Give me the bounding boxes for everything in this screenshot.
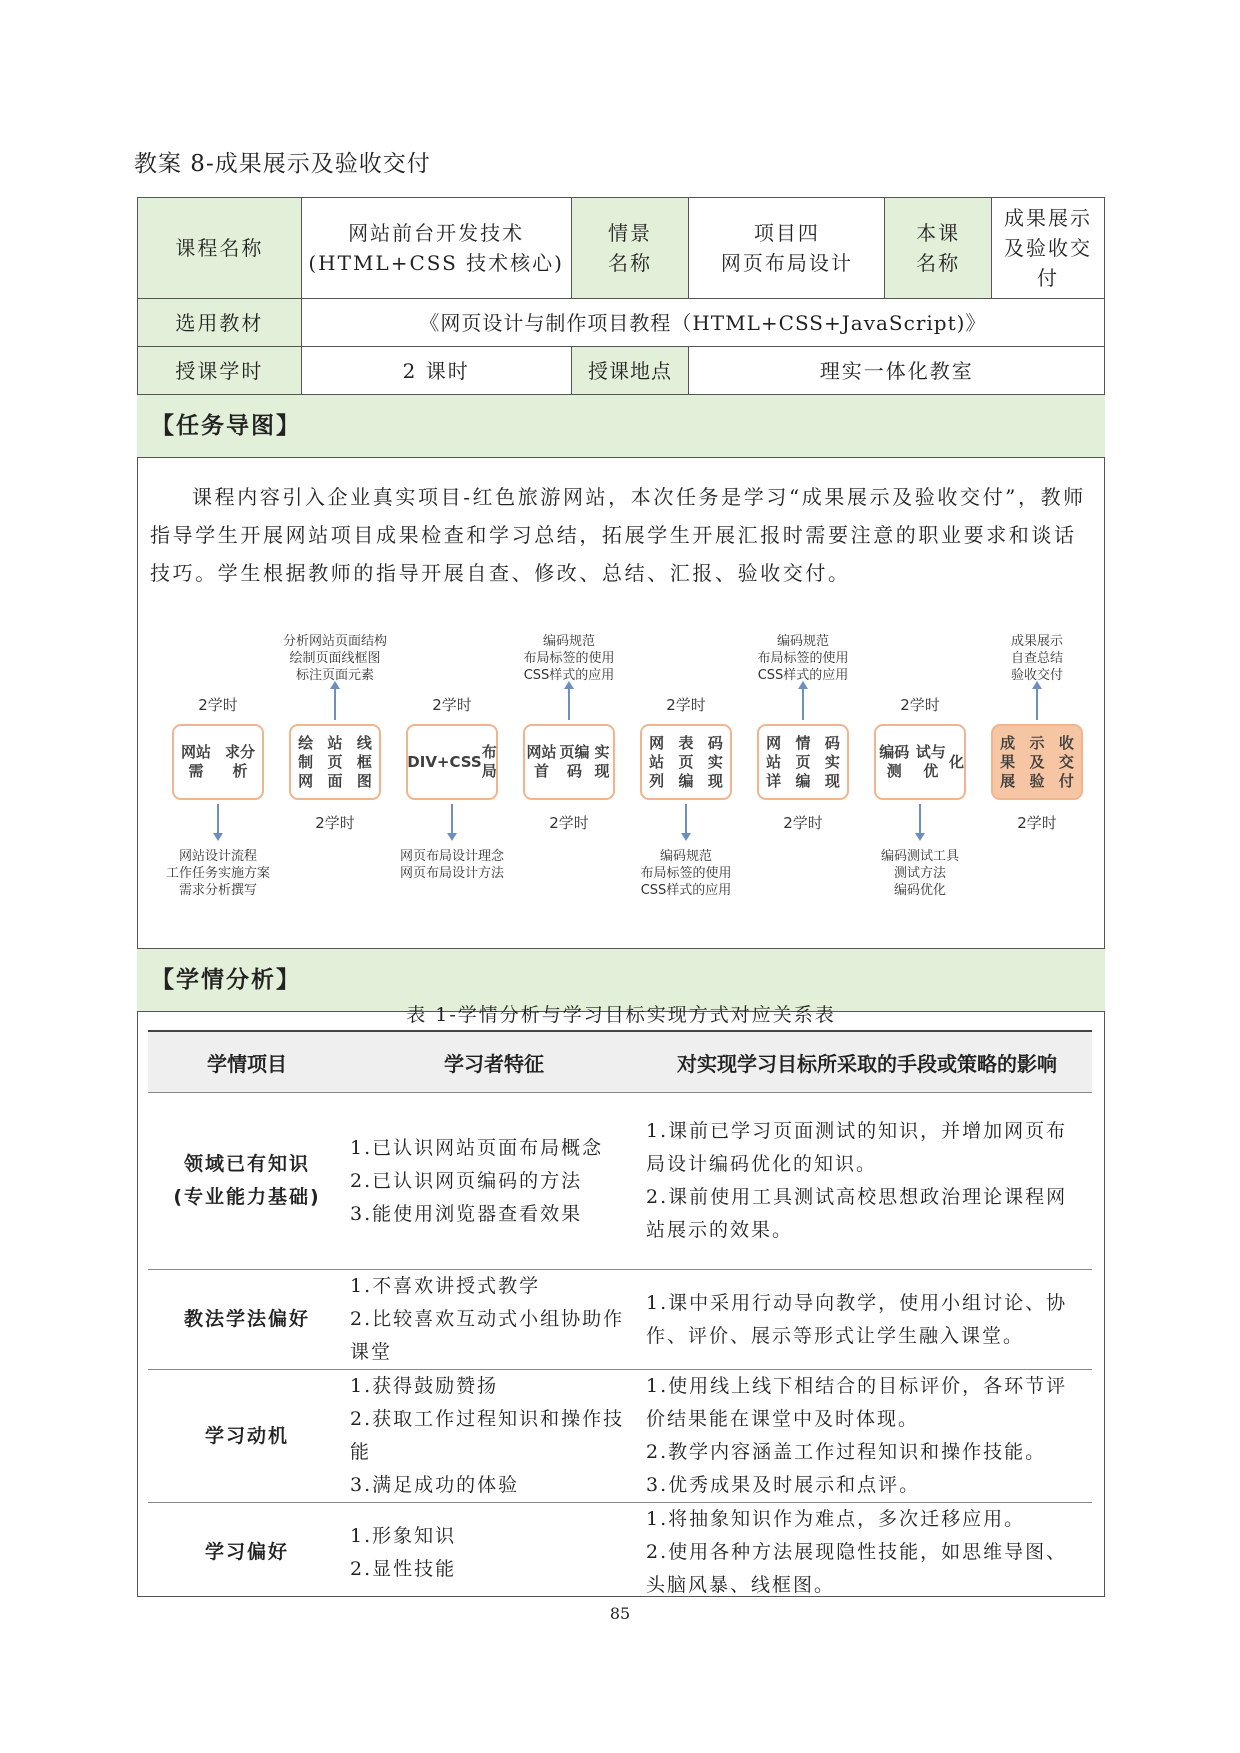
flow-step-line: 化 [948,752,964,771]
row-strategies: 1.课中采用行动导向教学，使用小组讨论、协作、评价、展示等形式让学生融入课堂。 [642,1270,1092,1370]
doc-title: 教案 8-成果展示及验收交付 [134,151,431,177]
flow-step-notes [728,633,878,684]
flow-note-line: CSS样式的应用 [523,668,615,683]
flow-note-line: 绘制页面线框图 [289,651,381,666]
flow-step-line: 布局 [481,743,497,780]
flow-step-line: 网站详 [766,733,782,790]
flow-step-hours: 2学时 [198,696,238,714]
arrow-down-icon [919,804,921,834]
flow-note-line: 测试方法 [893,866,946,881]
flow-step [172,724,264,800]
flow-step-notes [611,848,761,899]
flow-step-hours: 2学时 [783,814,823,832]
flow-step [874,724,966,800]
row-strategies: 1.使用线上线下相结合的目标评价，各环节评价结果能在课堂中及时体现。 2.教学内容涵盖工作过程知识和操作技能。 3.优秀成果及时展示和点评。 [642,1370,1092,1503]
flow-step-line: 表页编 [678,733,694,790]
flow-step-line: 试与优 [915,743,946,780]
flow-step [991,724,1083,800]
flow-note-line: 编码规范 [659,849,712,864]
hours-label: 授课学时 [138,347,302,395]
flow-step-hours: 2学时 [1017,814,1057,832]
flow-note-line: 编码规范 [776,634,829,649]
flow-note-line: 工作任务实施方案 [165,866,270,881]
flow-step-hours: 2学时 [315,814,355,832]
flow-note-line: 编码优化 [893,883,946,898]
flow-note-line: 验收交付 [1010,668,1063,683]
task-intro: 课程内容引入企业真实项目-红色旅游网站，本次任务是学习“成果展示及验收交付”，教师指导学生开展网站项目成果检查和学习总结，拓展学生开展汇报时需要注意的职业要求和谈话技巧。学生根据教师的指导开展自查、修改、总结、汇报、验收交付。 [150,485,1086,585]
row-strategies: 1.将抽象知识作为难点，多次迁移应用。 2.使用各种方法展现隐性技能，如思维导图、头脑风暴、线框图。 [646,1508,1068,1597]
table-caption: 表 1-学情分析与学习目标实现方式对应关系表 [406,1004,836,1026]
lesson-name: 成果展示 及验收交 付 [992,198,1105,299]
arrow-up-icon [334,688,336,720]
flow-step [757,724,849,800]
flow-step-line: 码实现 [707,733,723,790]
flow-note-line: 网页布局设计理念 [399,849,504,864]
col-header-traits: 学习者特征 [346,1031,642,1093]
flow-step-notes [377,848,527,882]
flow-step-line: 绘制网 [298,733,314,790]
flow-step-line: 情页编 [795,733,811,790]
flow-step-line: 网站需 [180,743,211,780]
flow-step-hours: 2学时 [900,696,940,714]
flow-step-hours: 2学时 [666,696,706,714]
flow-step-notes [260,633,410,684]
flow-note-line: 网页布局设计方法 [399,866,504,881]
textbook-value: 《网页设计与制作项目教程（HTML+CSS+JavaScript)》 [301,299,1104,347]
course-info-table [137,197,1105,395]
flow-step [640,724,732,800]
flow-step-line: 收交付 [1058,733,1074,790]
flow-step [289,724,381,800]
flow-step [523,724,615,800]
row-item: 学习动机 [148,1370,346,1503]
flow-step-line: 页编码 [559,743,590,780]
course-label: 课程名称 [138,198,302,299]
task-flowchart [150,612,1092,912]
flow-step-line: 实现 [594,743,610,780]
flow-step-line: 线框图 [356,733,372,790]
flow-note-line: 标注页面元素 [295,668,374,683]
place-label: 授课地点 [571,347,689,395]
flow-note-line: 网站设计流程 [178,849,257,864]
flow-note-line: 布局标签的使用 [523,651,615,666]
scene-name: 项目四 网页布局设计 [689,198,885,299]
scene-label: 情景 名称 [571,198,689,299]
flow-note-line: 编码测试工具 [880,849,959,864]
hours-value: 2 课时 [301,347,571,395]
arrow-down-icon [685,804,687,834]
lesson-label: 本课 名称 [885,198,992,299]
flow-step-line: 网站列 [649,733,665,790]
flow-step-line: 站页面 [327,733,343,790]
place-value: 理实一体化教室 [689,347,1105,395]
learner-analysis-heading: 【学情分析】 [137,948,1105,1012]
flow-step [406,724,498,800]
row-item: 领域已有知识 (专业能力基础) [148,1093,346,1270]
course-name: 网站前台开发技术 (HTML+CSS 技术核心) [301,198,571,299]
arrow-up-icon [802,688,804,720]
row-item: 教法学法偏好 [148,1270,346,1370]
col-header-strategies: 对实现学习目标所采取的手段或策略的影响 [642,1031,1092,1093]
flow-step-notes [845,848,995,899]
task-map-heading: 【任务导图】 [137,394,1105,458]
flow-step-line: 码实现 [824,733,840,790]
row-traits: 1.已认识网站页面布局概念 2.已认识网页编码的方法 3.能使用浏览器查看效果 [346,1093,642,1270]
flow-note-line: 分析网站页面结构 [282,634,387,649]
flow-note-line: 编码规范 [542,634,595,649]
flow-step-notes [494,633,644,684]
flow-step-line: 示及验 [1029,733,1045,790]
flow-step-line: 求分析 [224,743,255,780]
flow-step-line: DIV+CSS [407,752,482,771]
flow-note-line: 布局标签的使用 [640,866,732,881]
flow-note-line: CSS样式的应用 [757,668,849,683]
arrow-down-icon [217,804,219,834]
learner-analysis-table [148,1030,1092,1603]
arrow-up-icon [568,688,570,720]
arrow-up-icon [1036,688,1038,720]
table-row [148,1370,1092,1503]
table-row [148,1093,1092,1270]
page-number: 85 [609,1604,631,1623]
flow-step-line: 网站首 [526,743,557,780]
flow-note-line: 成果展示 [1010,634,1063,649]
flow-step-line: 成果展 [1000,733,1016,790]
row-item: 学习偏好 [204,1541,289,1564]
flow-note-line: CSS样式的应用 [640,883,732,898]
flow-step-hours: 2学时 [549,814,589,832]
flow-note-line: 布局标签的使用 [757,651,849,666]
table-row [148,1503,1092,1603]
flow-note-line: 需求分析撰写 [178,883,257,898]
flow-step-line: 编码测 [879,743,910,780]
arrow-down-icon [451,804,453,834]
flow-step-notes [962,633,1112,684]
textbook-label: 选用教材 [138,299,302,347]
flow-step-hours: 2学时 [432,696,472,714]
row-traits: 1.获得鼓励赞扬 2.获取工作过程知识和操作技能 3.满足成功的体验 [346,1370,642,1503]
flow-step-notes [143,848,293,899]
row-strategies: 1.课前已学习页面测试的知识，并增加网页布局设计编码优化的知识。 2.课前使用工具测试高校思想政治理论课程网站展示的效果。 [642,1093,1092,1270]
col-header-item: 学情项目 [148,1031,346,1093]
table-row [148,1270,1092,1370]
flow-note-line: 自查总结 [1010,651,1063,666]
row-traits: 1.不喜欢讲授式教学 2.比较喜欢互动式小组协助作课堂 [346,1270,642,1370]
row-traits: 1.形象知识 2.显性技能 [350,1524,457,1580]
